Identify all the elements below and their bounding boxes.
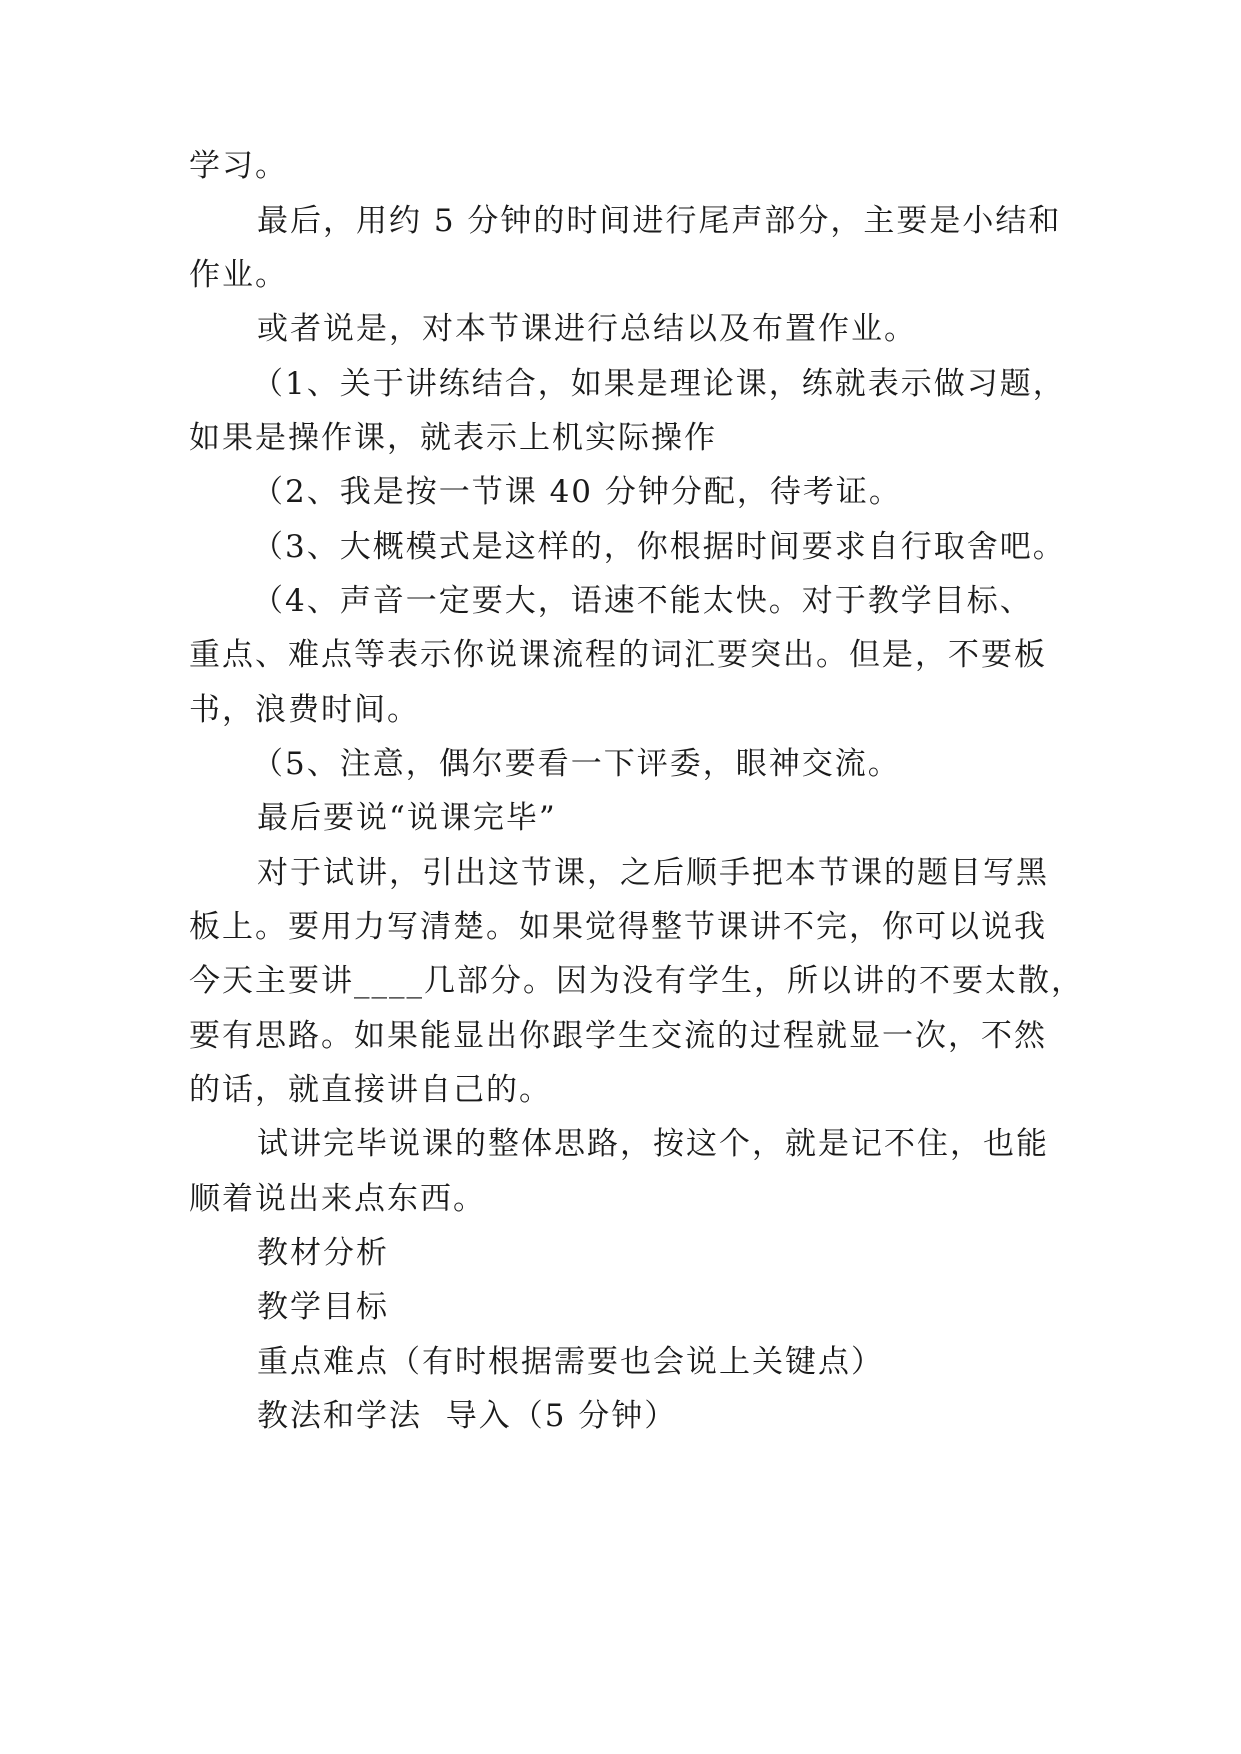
text-line: 教材分析 bbox=[257, 1235, 389, 1271]
text-line: 作业。 bbox=[189, 257, 288, 293]
text-line: 如果是操作课，就表示上机实际操作 bbox=[189, 420, 717, 456]
text-line: 学习。 bbox=[189, 148, 288, 184]
text-line: 最后，用约 5 分钟的时间进行尾声部分，主要是小结和 bbox=[257, 203, 1062, 239]
text-line: 重点难点（有时根据需要也会说上关键点） bbox=[257, 1344, 884, 1380]
text-line: （4、声音一定要大，语速不能太快。对于教学目标、 bbox=[252, 583, 1033, 619]
text-line: 今天主要讲____几部分。因为没有学生，所以讲的不要太散， bbox=[189, 963, 1084, 999]
text-line: （1、关于讲练结合，如果是理论课，练就表示做习题， bbox=[252, 366, 1066, 402]
text-line: 书，浪费时间。 bbox=[189, 692, 420, 728]
text-line: 重点、难点等表示你说课流程的词汇要突出。但是，不要板 bbox=[189, 637, 1047, 673]
text-line: 教学目标 bbox=[257, 1289, 389, 1325]
text-line: 板上。要用力写清楚。如果觉得整节课讲不完，你可以说我 bbox=[189, 909, 1047, 945]
text-line: 或者说是，对本节课进行总结以及布置作业。 bbox=[257, 311, 917, 347]
text-line: 教法和学法 导入（5 分钟） bbox=[257, 1398, 678, 1434]
text-line: （2、我是按一节课 40 分钟分配，待考证。 bbox=[252, 474, 902, 510]
text-line: 试讲完毕说课的整体思路，按这个，就是记不住，也能 bbox=[257, 1126, 1049, 1162]
text-line: 顺着说出来点东西。 bbox=[189, 1181, 486, 1217]
text-line: 对于试讲，引出这节课，之后顺手把本节课的题目写黑 bbox=[257, 855, 1049, 891]
text-line: 的话，就直接讲自己的。 bbox=[189, 1072, 552, 1108]
text-line: （5、注意，偶尔要看一下评委，眼神交流。 bbox=[252, 746, 901, 782]
text-line: （3、大概模式是这样的，你根据时间要求自行取舍吧。 bbox=[252, 529, 1066, 565]
text-line: 最后要说“说课完毕” bbox=[257, 800, 557, 836]
text-line: 要有思路。如果能显出你跟学生交流的过程就显一次，不然 bbox=[189, 1018, 1047, 1054]
